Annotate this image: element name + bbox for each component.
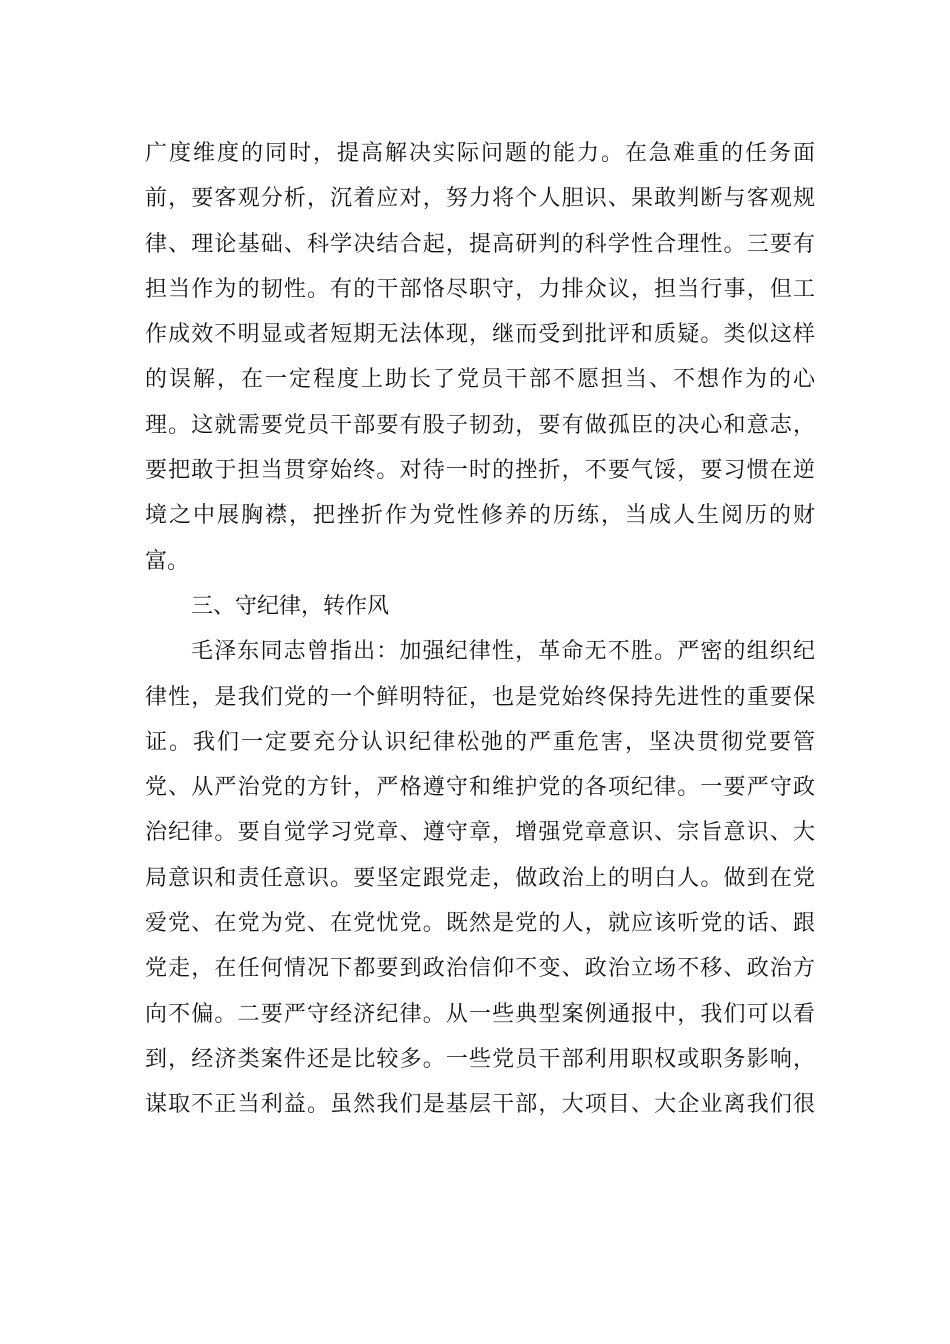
paragraph-2-line-9: 向不偏。二要严守经济纪律。从一些典型案例通报中，我们可以看 xyxy=(145,1001,815,1027)
paragraph-2-line-8: 党走，在任何情况下都要到政治信仰不变、政治立场不移、政治方 xyxy=(145,956,815,982)
document-body xyxy=(145,131,815,1128)
paragraph-1-line-10: 富。 xyxy=(145,548,190,574)
paragraph-1-line-9: 境之中展胸襟，把挫折作为党性修养的历练，当成人生阅历的财 xyxy=(145,503,815,529)
paragraph-2-line-5: 治纪律。要自觉学习党章、遵守章，增强党章意识、宗旨意识、大 xyxy=(145,820,815,846)
paragraph-2-line-11: 谋取不正当利益。虽然我们是基层干部，大项目、大企业离我们很 xyxy=(145,1092,815,1118)
paragraph-1-line-5: 作成效不明显或者短期无法体现，继而受到批评和质疑。类似这样 xyxy=(145,322,815,348)
paragraph-1-line-1: 广度维度的同时，提高解决实际问题的能力。在急难重的任务面 xyxy=(145,141,815,166)
paragraph-1-line-2: 前，要客观分析，沉着应对，努力将个人胆识、果敢判断与客观规 xyxy=(145,186,815,212)
paragraph-2-line-7: 爱党、在党为党、在党忧党。既然是党的人，就应该听党的话、跟 xyxy=(145,911,815,937)
paragraph-2-line-4: 党、从严治党的方针，严格遵守和维护党的各项纪律。一要严守政 xyxy=(145,775,815,801)
paragraph-2-line-3: 证。我们一定要充分认识纪律松弛的严重危害，坚决贯彻党要管 xyxy=(145,729,815,755)
paragraph-1-line-3: 律、理论基础、科学决结合起，提高研判的科学性合理性。三要有 xyxy=(145,231,815,257)
paragraph-1-line-6: 的误解，在一定程度上助长了党员干部不愿担当、不想作为的心 xyxy=(145,367,815,393)
section-heading: 三、守纪律，转作风 xyxy=(191,593,390,619)
paragraph-2-line-2: 律性，是我们党的一个鲜明特征，也是党始终保持先进性的重要保 xyxy=(145,684,815,710)
paragraph-1-line-7: 理。这就需要党员干部要有股子韧劲，要有做孤臣的决心和意志， xyxy=(145,412,815,438)
paragraph-2-line-1: 毛泽东同志曾指出：加强纪律性，革命无不胜。严密的组织纪 xyxy=(191,639,815,665)
paragraph-1-line-4: 担当作为的韧性。有的干部恪尽职守，力排众议，担当行事，但工 xyxy=(145,276,815,302)
paragraph-2-line-6: 局意识和责任意识。要坚定跟党走，做政治上的明白人。做到在党 xyxy=(145,865,815,891)
paragraph-1-line-8: 要把敢于担当贯穿始终。对待一时的挫折，不要气馁，要习惯在逆 xyxy=(145,458,815,484)
paragraph-2-line-10: 到，经济类案件还是比较多。一些党员干部利用职权或职务影响， xyxy=(145,1046,815,1072)
